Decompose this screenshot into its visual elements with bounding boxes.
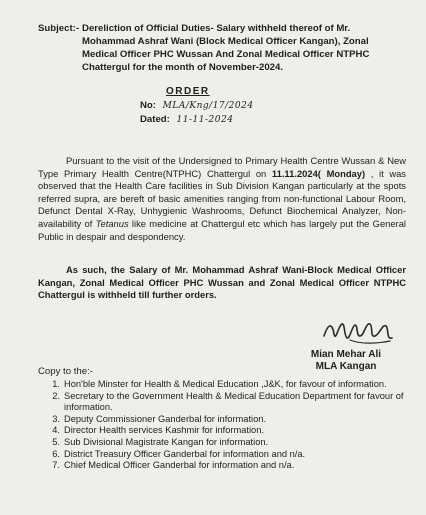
signer-name: Mian Mehar Ali <box>310 349 382 360</box>
order-date-value: 11-11-2024 <box>176 115 234 125</box>
list-item-number: 7. <box>52 460 60 471</box>
order-number-value: MLA/Kng/17/2024 <box>162 101 254 111</box>
tetanus-term: Tetanus <box>95 217 129 229</box>
para1-part2: , it was observed that the Health Care facilities in Sub Division Kangan particularly at the spots referred supra, are bereft of basic amenities ranging from non-functional Labour Room, Defunct Dental X-Ray, Unhygienic Washrooms, Defunct Biochemical Analyzer, Non-availability of <box>38 167 406 229</box>
list-item-text: Hon'ble Minster for Health & Medical Education ,J&K, for favour of information. <box>64 379 387 389</box>
order-date <box>140 114 233 125</box>
order-date-label: Dated: <box>140 114 170 125</box>
list-item <box>38 379 408 391</box>
list-item <box>38 414 408 426</box>
signer-title: MLA Kangan <box>315 361 377 372</box>
list-item-text: Chief Medical Officer Ganderbal for information and n/a. <box>64 460 295 471</box>
para1-part1: Pursuant to the visit of the Undersigned to Primary Health Centre Wussan & New Type Primary Health Centre(NTPHC) Chattergul on <box>38 155 406 179</box>
list-item-number: 4. <box>52 425 60 436</box>
list-item <box>38 449 408 461</box>
list-item-text: Deputy Commissioner Ganderbal for information. <box>64 413 267 424</box>
list-item-number: 3. <box>52 413 60 424</box>
list-item-number: 5. <box>52 436 60 447</box>
body-paragraph-2: As such, the Salary of Mr. Mohammad Ashraf Wani-Block Medical Officer Kangan, Zonal Medical Officer PHC Wussan and Zonal Medical Officer NTPHC Chattergul is withheld till further orders. <box>38 264 406 301</box>
list-item <box>38 391 408 414</box>
list-item-number: 6. <box>52 448 60 459</box>
handwritten-signature <box>320 314 400 348</box>
subject-line <box>38 22 404 74</box>
list-item <box>38 460 408 472</box>
list-item-number: 2. <box>52 390 60 401</box>
subject-label: Subject:- <box>38 23 80 34</box>
list-item-number: 1. <box>52 379 60 389</box>
list-item-text: Sub Divisional Magistrate Kangan for information. <box>64 436 269 447</box>
order-title: ORDER <box>166 86 210 97</box>
list-item-text: Director Health services Kashmir for information. <box>64 425 264 436</box>
subject-text: Dereliction of Official Duties- Salary withheld thereof of Mr. Mohammad Ashraf Wani (Block Medical Officer Kangan), Zonal Medical Officer PHC Wussan And Zonal Medical Officer NTPHC Chattergul for the month of November-2024. <box>82 23 370 73</box>
visit-date: 11.11.2024( Monday) <box>271 167 366 179</box>
list-item <box>38 437 408 449</box>
order-number <box>140 100 254 111</box>
list-item-text: Secretary to the Government Health & Medical Education Department for favour of information. <box>64 390 404 413</box>
para1-part3: like medicine at Chattergul etc which has largely put the General Public in despair and despondency. <box>38 217 407 242</box>
order-number-label: No: <box>140 100 156 111</box>
copy-to-list <box>38 379 408 472</box>
copy-to-label: Copy to the:- <box>38 366 93 377</box>
body-paragraph-1 <box>38 155 406 243</box>
list-item-text: District Treasury Officer Ganderbal for information and n/a. <box>64 448 306 459</box>
list-item <box>38 425 408 437</box>
